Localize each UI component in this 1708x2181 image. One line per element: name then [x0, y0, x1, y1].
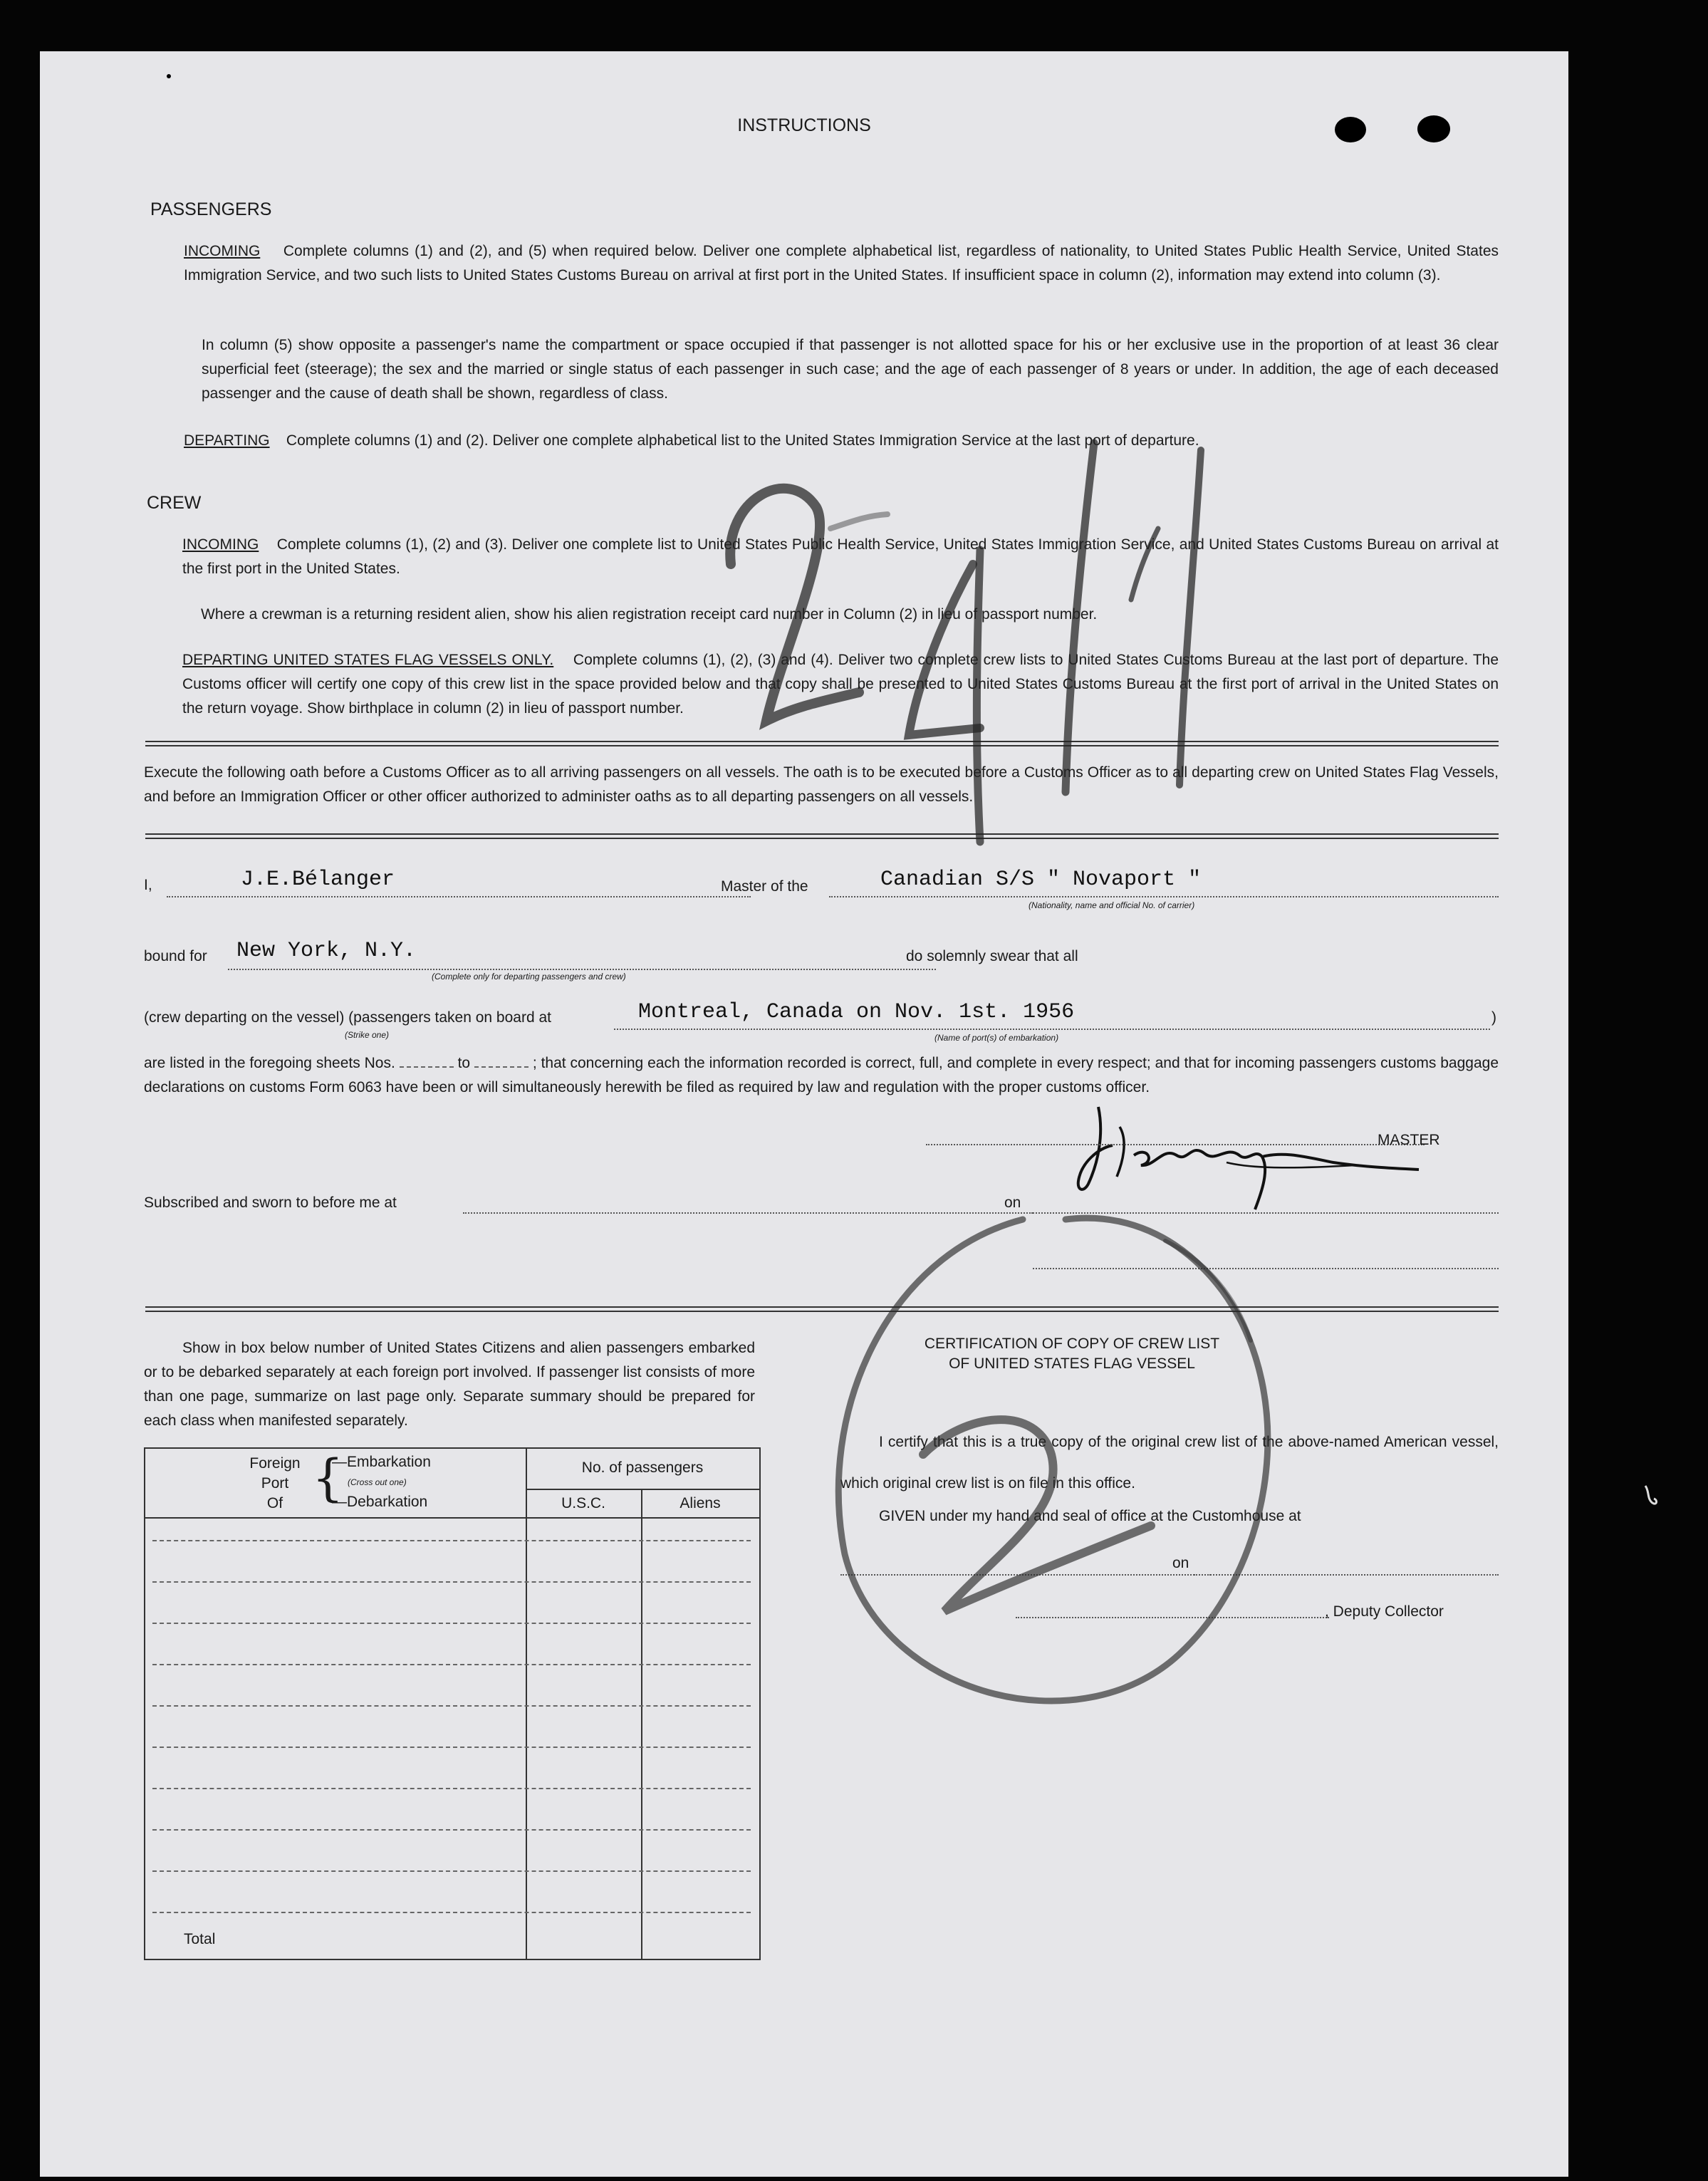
crew-incoming-text: Complete columns (1), (2) and (3). Deliver one complete list to United States Public Health Service, United States Immigration Service, and United States Customs Bureau on arrival at the first port in the United States.: [182, 536, 1499, 577]
passengers-incoming-label: INCOMING: [184, 243, 261, 259]
swear-label: do solemnly swear that all: [906, 948, 1078, 964]
crew-heading: CREW: [147, 493, 202, 513]
crew-incoming-label: INCOMING: [182, 536, 259, 553]
passengers-departing-label: DEPARTING: [184, 432, 270, 449]
table-row: [152, 1540, 751, 1541]
sheet-from-blank: [400, 1066, 454, 1068]
foreign-label: Foreign: [249, 1455, 301, 1472]
total-label: Total: [184, 1931, 216, 1947]
listed-to: to: [457, 1055, 471, 1071]
table-row: [152, 1747, 751, 1748]
master-signature-line: [926, 1144, 1425, 1145]
table-row: [152, 1829, 751, 1831]
debarkation-label: —Debarkation: [332, 1494, 428, 1510]
destination-line: [228, 969, 936, 970]
page-title: INSTRUCTIONS: [737, 115, 871, 135]
subscribed-on-label: on: [1004, 1194, 1021, 1211]
crayon-circled-mark: [781, 1155, 1336, 1796]
table-row: [152, 1623, 751, 1624]
listed-prefix: are listed in the foregoing sheets Nos.: [144, 1055, 395, 1071]
vessel-caption: (Nationality, name and official No. of carrier): [1029, 900, 1195, 910]
master-label: MASTER: [1378, 1132, 1440, 1148]
oath-instruction: Execute the following oath before a Customs Officer as to all arriving passengers on all vessels. The oath is to be executed before a Customs Officer as to all departing crew on United States Flag Vessels, and before an Immigration Officer or other officer authorized to administer oaths as to all departing passengers on all vessels.: [144, 764, 1499, 805]
table-row: [152, 1581, 751, 1583]
certification-on-label: on: [1172, 1555, 1189, 1571]
table-row: [152, 1912, 751, 1913]
crew-passengers-label: (crew departing on the vessel) (passengers taken on board at: [144, 1009, 551, 1026]
certify-text: I certify that this is a true copy of the original crew list of the above-named American vessel, which original crew list is on file in this office.: [840, 1434, 1499, 1492]
passengers-incoming-text: Complete columns (1) and (2), and (5) when required below. Deliver one complete alphabetical list, regardless of nationality, to United States Public Health Service, United States Immigration Service, and two such lists to United States Customs Bureau on arrival at first port in the United States. If insufficient space in column (2), information may extend into column (3).: [184, 243, 1499, 283]
col-divider: [526, 1449, 527, 1959]
master-of-label: Master of the: [721, 878, 808, 895]
table-row: [152, 1705, 751, 1707]
brace-icon: {: [312, 1449, 344, 1507]
row-divider: [526, 1489, 759, 1490]
vessel-name: Canadian S/S " Novaport ": [880, 868, 1202, 892]
oath-i-label: I,: [144, 877, 152, 893]
listed-suffix: ; that concerning each the information recorded is correct, full, and complete in every respect; and that for incoming passengers customs baggage declarations on customs Form 6063 have been or will simultaneously herewith be filed as required by law and regulation with the proper customs officer.: [144, 1055, 1499, 1095]
subscribed-label: Subscribed and sworn to before me at: [144, 1194, 397, 1211]
strike-caption: (Strike one): [345, 1030, 390, 1040]
table-row: [152, 1870, 751, 1872]
edge-speck: [1641, 1482, 1662, 1510]
master-name-line: [167, 896, 751, 897]
table-row: [152, 1664, 751, 1665]
no-of-passengers-label: No. of passengers: [581, 1459, 704, 1476]
aliens-header: Aliens: [679, 1495, 721, 1511]
summary-instruction: Show in box below number of United States Citizens and alien passengers embarked or to be debarked separately at each foreign port involved. If passenger list consists of more than one page, summarize on last page only. Separate summary should be prepared for each class when manifested separately.: [144, 1340, 755, 1429]
usc-header: U.S.C.: [561, 1495, 605, 1511]
embarkation-line: [614, 1029, 1490, 1030]
bound-for-label: bound for: [144, 948, 207, 964]
crew-resident-paragraph: Where a crewman is a returning resident alien, show his alien registration receipt card number in Column (2) in lieu of passport number.: [201, 606, 1098, 623]
passenger-summary-table: [144, 1447, 761, 1960]
vessel-line: [829, 896, 1499, 897]
passengers-departing-text: Complete columns (1) and (2). Deliver one complete alphabetical list to the United States Immigration Service at the last port of departure.: [286, 432, 1199, 449]
crew-departing-label: DEPARTING UNITED STATES FLAG VESSELS ONLY.: [182, 652, 554, 668]
port-label: Port: [261, 1475, 289, 1492]
cross-out-caption: (Cross out one): [348, 1477, 407, 1487]
row-divider: [145, 1517, 759, 1519]
embarkation-port: Montreal, Canada on Nov. 1st. 1956: [638, 1000, 1075, 1024]
deputy-collector-label: , Deputy Collector: [1325, 1603, 1444, 1620]
crayon-number-mark: [681, 422, 1322, 892]
crew-departing-text: Complete columns (1), (2), (3) and (4). Deliver two complete crew lists to United States Customs Bureau at the last port of departure. The Customs officer will certify one copy of this crew list in the space provided below and that copy shall be presented to United States Customs Bureau at the first port of arrival in the United States on the return voyage. Show birthplace in column (2) in lieu of passport number.: [182, 652, 1499, 717]
certification-title-line1: CERTIFICATION OF COPY OF CREW LIST: [924, 1336, 1220, 1352]
embarkation-label: —Embarkation: [332, 1454, 431, 1470]
destination: New York, N.Y.: [236, 939, 417, 963]
passengers-column5-paragraph: In column (5) show opposite a passenger's name the compartment or space occupied if that passenger is not allotted space for his or her exclusive use in the proportion of at least 36 clear superficial feet (steerage); the sex and the married or single status of each passenger in such case; and the age of each passenger of 8 years or under. In addition, the age of each deceased passenger and the cause of death shall be shown, regardless of class.: [202, 337, 1499, 402]
given-text: GIVEN under my hand and seal of office at the Customhouse at: [879, 1508, 1301, 1524]
of-label: Of: [266, 1495, 283, 1511]
master-name: J.E.Bélanger: [241, 868, 395, 892]
embarkation-caption: (Name of port(s) of embarkation): [934, 1033, 1059, 1043]
speck: [167, 74, 171, 78]
table-row: [152, 1788, 751, 1789]
document-page: [40, 51, 1568, 2177]
close-paren: ): [1491, 1009, 1496, 1026]
destination-caption: (Complete only for departing passengers and crew): [432, 972, 626, 982]
certification-title-line2: OF UNITED STATES FLAG VESSEL: [949, 1355, 1195, 1372]
col-divider: [641, 1489, 642, 1959]
passengers-incoming-paragraph: [184, 239, 1499, 288]
passengers-heading: PASSENGERS: [150, 199, 272, 219]
sheet-to-blank: [474, 1066, 528, 1068]
